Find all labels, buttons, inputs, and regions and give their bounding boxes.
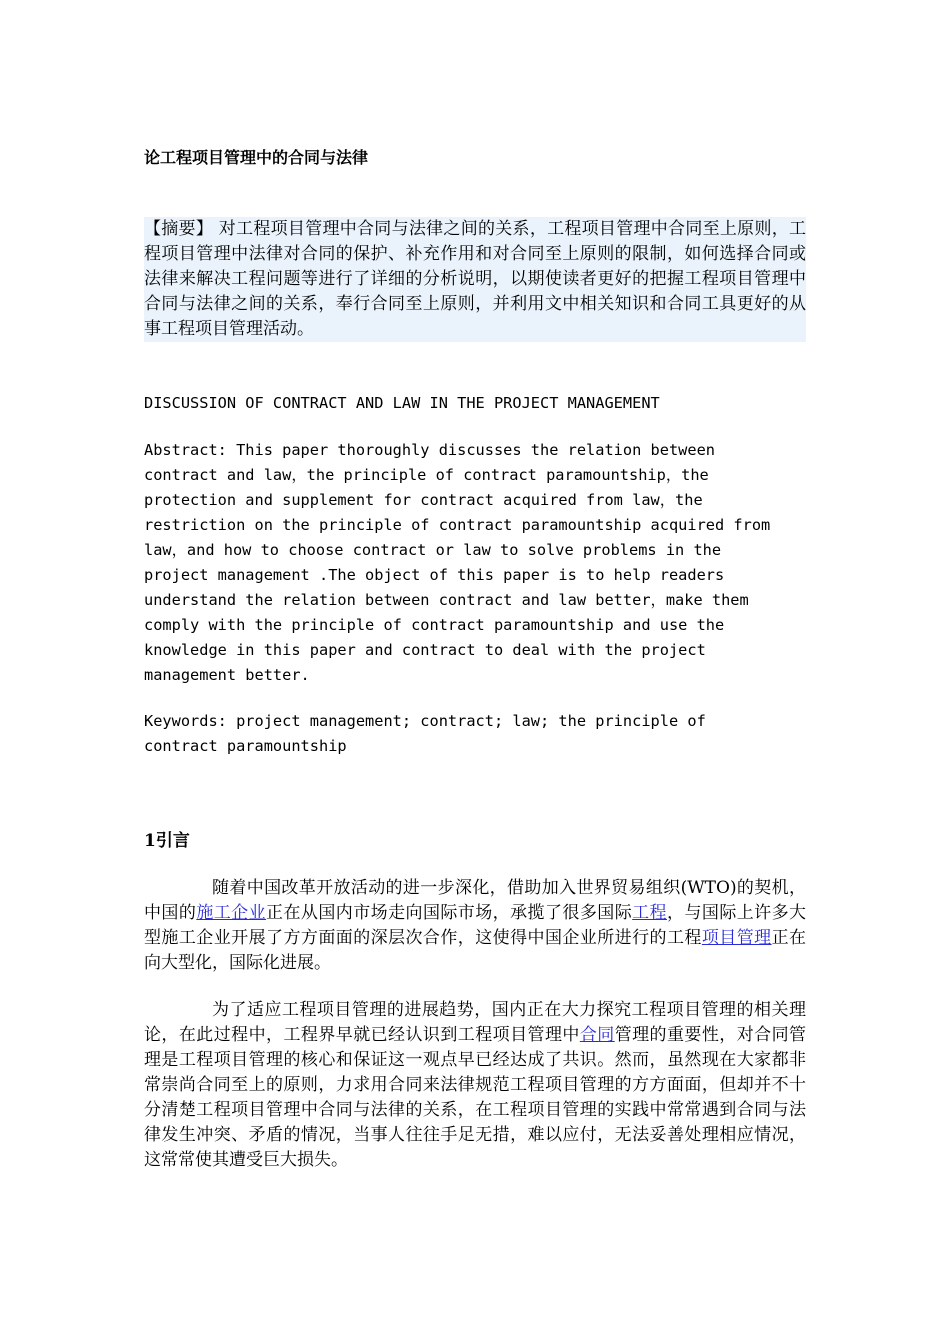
paragraph-text: 正在向大型化，国际化进展。 xyxy=(144,928,807,973)
paragraph-text: 为了适应工程项目管理的进展趋势，国内正在大力探究工程项目管理的相关理论，在此过程中，工程界早就已经认识到工程项目管理中 xyxy=(144,1000,806,1045)
link-contract[interactable]: 合同 xyxy=(579,1025,615,1045)
english-abstract-line: protection and supplement for contract acquired from law，the xyxy=(144,491,703,509)
intro-paragraph-2 xyxy=(144,998,806,1173)
english-abstract-line: project management .The object of this paper is to help readers xyxy=(144,566,725,584)
english-abstract xyxy=(144,438,814,688)
chinese-abstract: 【摘要】 对工程项目管理中合同与法律之间的关系，工程项目管理中合同至上原则，工程项目管理中法律对合同的保护、补充作用和对合同至上原则的限制，如何选择合同或法律来解决工程问题等进行了详细的分析说明，以期使读者更好的把握工程项目管理中合同与法律之间的关系，奉行合同至上原则，并利用文中相关知识和合同工具更好的从事工程项目管理活动。 xyxy=(144,217,806,342)
keywords-line: contract paramountship xyxy=(144,737,347,755)
section-heading-introduction: 1引言 xyxy=(144,831,190,851)
english-abstract-line: contract and law，the principle of contract paramountship，the xyxy=(144,466,709,484)
english-abstract-line: comply with the principle of contract paramountship and use the xyxy=(144,616,725,634)
link-project-management[interactable]: 项目管理 xyxy=(701,928,772,948)
paragraph-text: 正在从国内市场走向国际市场，承揽了很多国际 xyxy=(266,903,633,923)
english-title: DISCUSSION OF CONTRACT AND LAW IN THE PROJECT MANAGEMENT xyxy=(144,394,660,412)
intro-paragraph-1 xyxy=(144,876,806,976)
paragraph-text: ，与国际上许多大型施工企业开展了方方面面的深层次合作，这使得中国企业所进行的工程 xyxy=(144,903,807,948)
keywords-line: Keywords: project management; contract; law; the principle of xyxy=(144,712,706,730)
keywords xyxy=(144,709,814,759)
english-abstract-line: management better. xyxy=(144,666,310,684)
paragraph-text: 随着中国改革开放活动的进一步深化，借助加入世界贸易组织(WTO)的契机，中国的 xyxy=(144,878,806,923)
english-abstract-line: restriction on the principle of contract paramountship acquired from xyxy=(144,516,771,534)
english-abstract-line: understand the relation between contract and law better，make them xyxy=(144,591,749,609)
english-abstract-line: knowledge in this paper and contract to deal with the project xyxy=(144,641,706,659)
english-abstract-line: law，and how to choose contract or law to solve problems in the xyxy=(144,541,722,559)
english-abstract-line: Abstract: This paper thoroughly discusses the relation between xyxy=(144,441,715,459)
link-construction-enterprise[interactable]: 施工企业 xyxy=(196,903,267,923)
paragraph-text: 管理的重要性，对合同管理是工程项目管理的核心和保证这一观点早已经达成了共识。然而，虽然现在大家都非常崇尚合同至上的原则，力求用合同来法律规范工程项目管理的方方面面，但却并不十分清楚工程项目管理中合同与法律的关系，在工程项目管理的实践中常常遇到合同与法律发生冲突、矛盾的情况，当事人往往手足无措，难以应付，无法妥善处理相应情况，这常常使其遭受巨大损失。 xyxy=(144,1025,807,1170)
link-engineering[interactable]: 工程 xyxy=(632,903,668,923)
document-title: 论工程项目管理中的合同与法律 xyxy=(144,148,369,167)
